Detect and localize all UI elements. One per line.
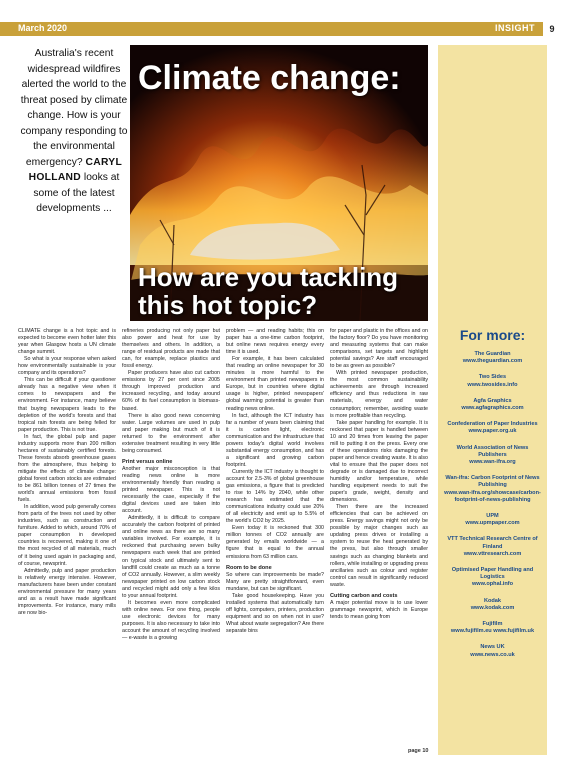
paragraph: In fact, although the ICT industry has far a number of years been claiming that it is carbon light, electronic communication and the infrastructure that powers today's digital world involves substantial energy consumption, and has a significant and growing carbon footprint. xyxy=(226,412,324,468)
resource-item[interactable]: Wan-ifra: Carbon Footprint of News Publishing www.wan-ifra.org/showcase/carbon-footprint-of-news-publishing xyxy=(444,475,541,503)
resource-item[interactable]: Optimised Paper Handling and Logistics www.ophal.info xyxy=(451,567,534,588)
paragraph: This can be difficult if your questioner already has a negative view when it comes to newspapers and the environment. For instance, many believe that buying newspapers leads to the depletion of the world's forests and that tropical rain forests are being felled for paper production. This is not true. xyxy=(18,377,116,433)
paragraph: A major potential move is to use lower grammage newsprint, which in Europe tends to mean going from xyxy=(330,599,428,620)
resource-item[interactable]: VTT Technical Research Centre of Finland www.vttresearch.com xyxy=(447,536,538,557)
paragraph: It becomes even more complicated with online news. For one thing, people use electronic devices for many purposes. It is also necessary to take into account the amount of recycling involved — e-waste is a growing xyxy=(122,599,220,642)
page-number: 9 xyxy=(541,22,561,36)
paragraph: Then there are the increased efficiencies that can be achieved on press. Energy savings might not only be possible by major changes such as updating press drives or installing a system to reuse the heat generated by the press, but also through smaller savings such as changing blankets and rollers, while installing or upgrading press ancillaries such as colour and register control can result in significantly reduced waste. xyxy=(330,504,428,588)
column-1 xyxy=(18,328,116,617)
author-name: CARYL HOLLAND xyxy=(28,156,123,183)
paragraph: Currently the ICT industry is thought to account for 2.5-3% of global greenhouse gas emissions, a figure that is predicted to rise to 14% by 2040, while other research has estimated that the communications industry could use 20% of all electricity and emit up to 5.5% of the world's CO2 by 2025. xyxy=(226,468,324,525)
section-label: INSIGHT xyxy=(494,23,535,33)
paragraph: Even today it is reckoned that 300 million tonnes of CO2 annually are generated by emails worldwide — a figure that is equal to the annual emissions from 63 million cars. xyxy=(226,525,324,560)
paragraph: With printed newspaper production, the most common sustainability achievements are through increased efficiency and thus reductions in raw materials, energy and water consumption; remember, avoiding waste is more profitable than recycling. xyxy=(330,370,428,419)
resource-list xyxy=(442,351,543,668)
further-info-sidebar xyxy=(438,45,547,755)
resource-item[interactable]: Fujifilm www.fujifilm.eu www.fujifilm.uk xyxy=(450,621,535,635)
paragraph: So what is your response when asked how environmentally sustainable is your company and its operations? xyxy=(18,356,116,377)
paragraph: In fact, the global pulp and paper industry supports more than 200 million hectares of sustainably certified forests. These forests absorb greenhouse gases from the atmosphere, thus helping to mitigate the effects of climate change: global forest carbon stocks are estimated to be 861 billion tonnes of 27 times the world's annual emissions from fossil fuels. xyxy=(18,433,116,504)
paragraph: problem — and reading habits; this on paper has a one-time carbon footprint, but online news requires energy every time it is used. xyxy=(226,328,324,356)
resource-item[interactable]: Two Sides www.twosides.info xyxy=(467,374,518,388)
resource-item[interactable]: News UK www.news.co.uk xyxy=(470,644,515,658)
paragraph: So where can improvements be made? Many are pretty straightforward, even mundane, but can be significant. xyxy=(226,571,324,592)
subheading: Cutting carbon and costs xyxy=(330,592,398,599)
resource-item[interactable]: Agfa Graphics www.agfagraphics.com xyxy=(461,397,524,412)
paragraph: Another major misconception is that reading news online is more environmentally friendly than reading a printed newspaper. This is not necessarily the case, especially if the digital devices used are taken into account. xyxy=(122,465,220,515)
paragraph: for paper and plastic in the offices and on the factory floor? Do you have monitoring and measuring systems that can make comparisons, set targets and highlight potential savings? Are staff encouraged to be as green as possible? xyxy=(330,328,428,370)
paragraph: Admittedly, pulp and paper production is relatively energy intensive. However, manufacturers have been under constant environmental pressure for many years and as a result have made significant improvements. For instance, many mills are now bio- xyxy=(18,567,116,616)
article-body xyxy=(18,328,430,750)
column-2 xyxy=(122,328,220,642)
resource-item[interactable]: UPM www.upmpaper.com xyxy=(465,513,520,527)
paragraph: For example, it has been calculated that reading an online newspaper for 30 minutes is more harmful to the environment than printed newspapers in Europe, but in countries where digital usage is higher, printed newspapers' global warming potential is greater than reading news online. xyxy=(226,356,324,412)
column-3 xyxy=(226,328,324,635)
paragraph: refineries producing not only paper but also power and heat for use by themselves and others. In addition, a range of residual products are made that can, for example, replace plastics and fossil energy. xyxy=(122,328,220,370)
paragraph: Admittedly, it is difficult to compare accurately the carbon footprint of printed and online news as there are so many variables involved. For example, it is reckoned that purchasing seven bulky newspapers each week that are printed on typical stock and ultimately sent to landfill could create as much as a tonne of CO2 annually. However, a slim weekly newspaper printed on low carbon stock and recycled might add only a few kilos to your annual footprint. xyxy=(122,515,220,599)
intro-standfirst xyxy=(18,46,130,217)
paragraph: Take good housekeeping. Have you installed systems that automatically turn off lights, computers, printers, production equipment and so on when not in use? What about waste segregation? Are there separate bins xyxy=(226,592,324,634)
resource-item[interactable]: World Association of News Publishers www.wan-ifra.org xyxy=(456,444,529,466)
paragraph: CLIMATE change is a hot topic and is expected to become even hotter later this year when Glasgow hosts a UN climate change summit. xyxy=(18,328,116,356)
subheading: Room to be done xyxy=(226,564,272,571)
column-4 xyxy=(330,328,428,621)
resource-item[interactable]: The Guardian www.theguardian.com xyxy=(462,351,523,365)
resource-item[interactable]: Kodak www.kodak.com xyxy=(470,597,515,611)
intro-text: Australia's recent widespread wildfires alerted the world to the threat posed by climate change. How is your company responding to the environmental emergency? xyxy=(20,48,128,168)
subheadline: How are you tackling this hot topic? xyxy=(138,262,399,320)
paragraph: There is also good news concerning water. Large volumes are used in pulp and paper making but much of it is returned to the environment after extensive treatment resulting in very little being consumed. xyxy=(122,412,220,454)
headline: Climate change: xyxy=(138,59,401,97)
subheading: Print versus online xyxy=(122,458,173,465)
sidebar-heading: For more: xyxy=(459,327,526,343)
continued-page-label: page 10 xyxy=(408,748,429,754)
top-bar xyxy=(0,22,561,36)
hero-image xyxy=(130,45,428,321)
intro-tail: looks at some of the latest developments ... xyxy=(33,172,120,214)
resource-item[interactable]: Confederation of Paper Industries www.paper.org.uk xyxy=(447,421,538,435)
paragraph: Paper producers have also cut carbon emissions by 27 per cent since 2005 through improved production and increased recycling, and today around 60% of its fuel consumption is biomass-based. xyxy=(122,370,220,412)
paragraph: In addition, wood pulp generally comes from parts of the trees not used by other industries, such as construction and furniture. Added to which, around 70% of paper consumption in developed countries is recovered, making it one of the most recycled of all materials, much of it being used again in packaging and, of course, newsprint. xyxy=(18,504,116,567)
paragraph: Take paper handling for example. It is reckoned that paper is handled between 10 and 20 times from leaving the paper mill to putting it on the press. Every one of these operations risks damaging the paper and hence creating waste. It is also vital to ensure that the paper does not degrade or is damaged due to incorrect humidity and/or temperature, while handling equipment needs to suit the paper's grade, weight, density and dimensions. xyxy=(330,419,428,504)
issue-date: March 2020 xyxy=(18,23,68,33)
